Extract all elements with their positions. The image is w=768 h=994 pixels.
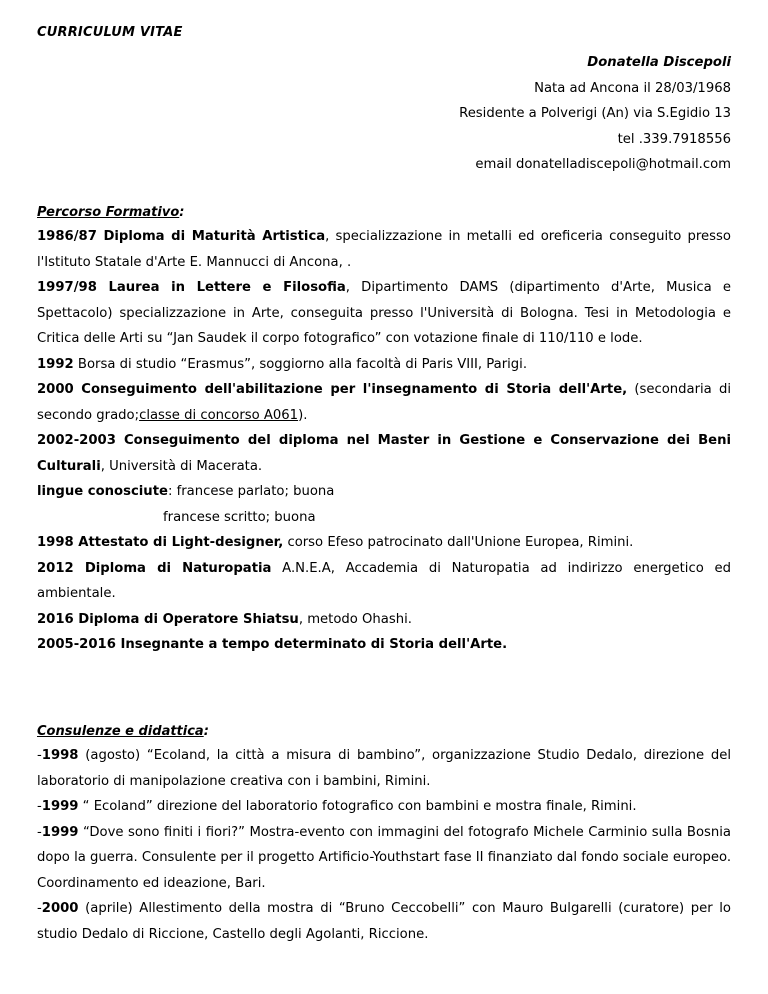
percorso-title-suffix: : <box>179 205 185 220</box>
entry-tail: ). <box>298 407 308 423</box>
entry-text: francese scritto; buona <box>163 509 316 525</box>
entry-bold: 2016 Diploma di Operatore Shiatsu <box>37 611 299 627</box>
percorso-heading <box>37 203 731 223</box>
entry-text: “Dove sono finiti i fiori?” Mostra-evento con immagini del fotografo Michele Carminio sulla Bosnia dopo la guerra. Consulente per il progetto Artificio-Youthstart fase II finanziato dal fondo sociale europeo. Coordinamento ed ideazione, Bari. <box>37 824 732 891</box>
entry-bold: 1998 Attestato di Light-designer, <box>37 535 284 550</box>
entry-bold: 2000 Conseguimento dell'abilitazione per l'insegnamento di Storia dell'Arte, <box>37 382 628 397</box>
entry-text: (agosto) “Ecoland, la città a misura di bambino”, organizzazione Studio Dedalo, direzione del laboratorio di manipolazione creativa con i bambini, Rimini. <box>37 748 731 789</box>
percorso-section <box>37 203 731 658</box>
consulenze-section <box>37 722 731 947</box>
entry-text: , specializzazione in metalli ed oreficeria conseguito presso l'Istituto Statale d'Arte E. Mannucci di Ancona, . <box>37 229 731 270</box>
entry-bold: 2012 Diploma di Naturopatia <box>37 560 272 576</box>
percorso-entry <box>37 607 731 633</box>
percorso-title: Percorso Formativo <box>37 205 180 220</box>
percorso-entry <box>37 377 731 428</box>
consulenze-list <box>37 743 731 947</box>
entry-text: , Dipartimento DAMS (dipartimento d'Arte, Musica e Spettacolo) specializzazione in Arte, conseguita presso l'Università di Bologna. Tesi in Metodologia e Critica delle Arti su “Jan Saudek il corpo fotografico” con votazione finale di 110/110 e lode. <box>37 280 731 346</box>
entry-dash: - <box>37 901 42 916</box>
percorso-entry <box>37 352 731 378</box>
entry-dash: - <box>37 824 42 840</box>
entry-text: : francese parlato; buona <box>167 484 335 499</box>
contact-block <box>459 50 731 178</box>
entry-bold: 1986/87 Diploma di Maturità Artistica <box>37 229 326 244</box>
percorso-entry <box>37 505 731 531</box>
entry-year: 1999 <box>41 799 79 814</box>
entry-text: (secondaria di secondo grado; <box>37 382 731 423</box>
consulenze-entry <box>37 743 731 794</box>
entry-bold: 1992 <box>37 356 74 372</box>
entry-link[interactable]: classe di concorso A061 <box>139 407 299 423</box>
entry-dash: - <box>37 799 42 814</box>
percorso-entry <box>37 275 731 352</box>
consulenze-title-suffix: : <box>203 724 209 739</box>
entry-text: , Università di Macerata. <box>100 458 263 474</box>
entry-bold: 1997/98 Laurea in Lettere e Filosofia <box>37 280 346 295</box>
entry-bold: 2002-2003 Conseguimento del diploma nel Master in Gestione e Conservazione dei Beni Culturali <box>37 433 731 474</box>
percorso-list <box>37 224 731 658</box>
percorso-entry <box>37 224 731 275</box>
contact-name: Donatella Discepoli <box>587 55 731 70</box>
consulenze-entry <box>37 820 731 897</box>
entry-bold: lingue conosciute <box>37 484 168 499</box>
consulenze-heading <box>37 722 731 742</box>
entry-text: corso Efeso patrocinato dall'Unione Europea, Rimini. <box>283 535 634 550</box>
entry-dash: - <box>37 748 42 763</box>
entry-bold: 2005-2016 Insegnante a tempo determinato di Storia dell'Arte. <box>37 637 508 652</box>
document-title: CURRICULUM VITAE <box>37 25 183 40</box>
entry-text: (aprile) Allestimento della mostra di “Bruno Ceccobelli” con Mauro Bulgarelli (curatore) per lo studio Dedalo di Riccione, Castello degli Agolanti, Riccione. <box>37 901 731 942</box>
percorso-entry <box>37 479 731 505</box>
entry-text: A.N.E.A, Accademia di Naturopatia ad indirizzo energetico ed ambientale. <box>37 560 731 601</box>
entry-year: 1998 <box>41 748 79 763</box>
entry-text: , metodo Ohashi. <box>298 611 412 627</box>
entry-year: 1999 <box>41 824 79 840</box>
entry-text: “ Ecoland” direzione del laboratorio fotografico con bambini e mostra finale, Rimini. <box>78 799 637 814</box>
contact-email: email donatelladiscepoli@hotmail.com <box>475 157 731 172</box>
contact-residence: Residente a Polverigi (An) via S.Egidio 13 <box>459 106 731 121</box>
entry-text: Borsa di studio “Erasmus”, soggiorno alla facoltà di Paris VIII, Parigi. <box>73 356 528 372</box>
consulenze-entry <box>37 896 731 947</box>
contact-birth: Nata ad Ancona il 28/03/1968 <box>534 80 731 96</box>
consulenze-title: Consulenze e didattica <box>37 724 204 739</box>
percorso-entry <box>37 556 731 607</box>
contact-phone: tel .339.7918556 <box>617 131 731 147</box>
percorso-entry <box>37 530 731 556</box>
entry-year: 2000 <box>41 901 79 916</box>
percorso-entry <box>37 428 731 479</box>
consulenze-entry <box>37 794 731 820</box>
percorso-entry <box>37 632 731 658</box>
